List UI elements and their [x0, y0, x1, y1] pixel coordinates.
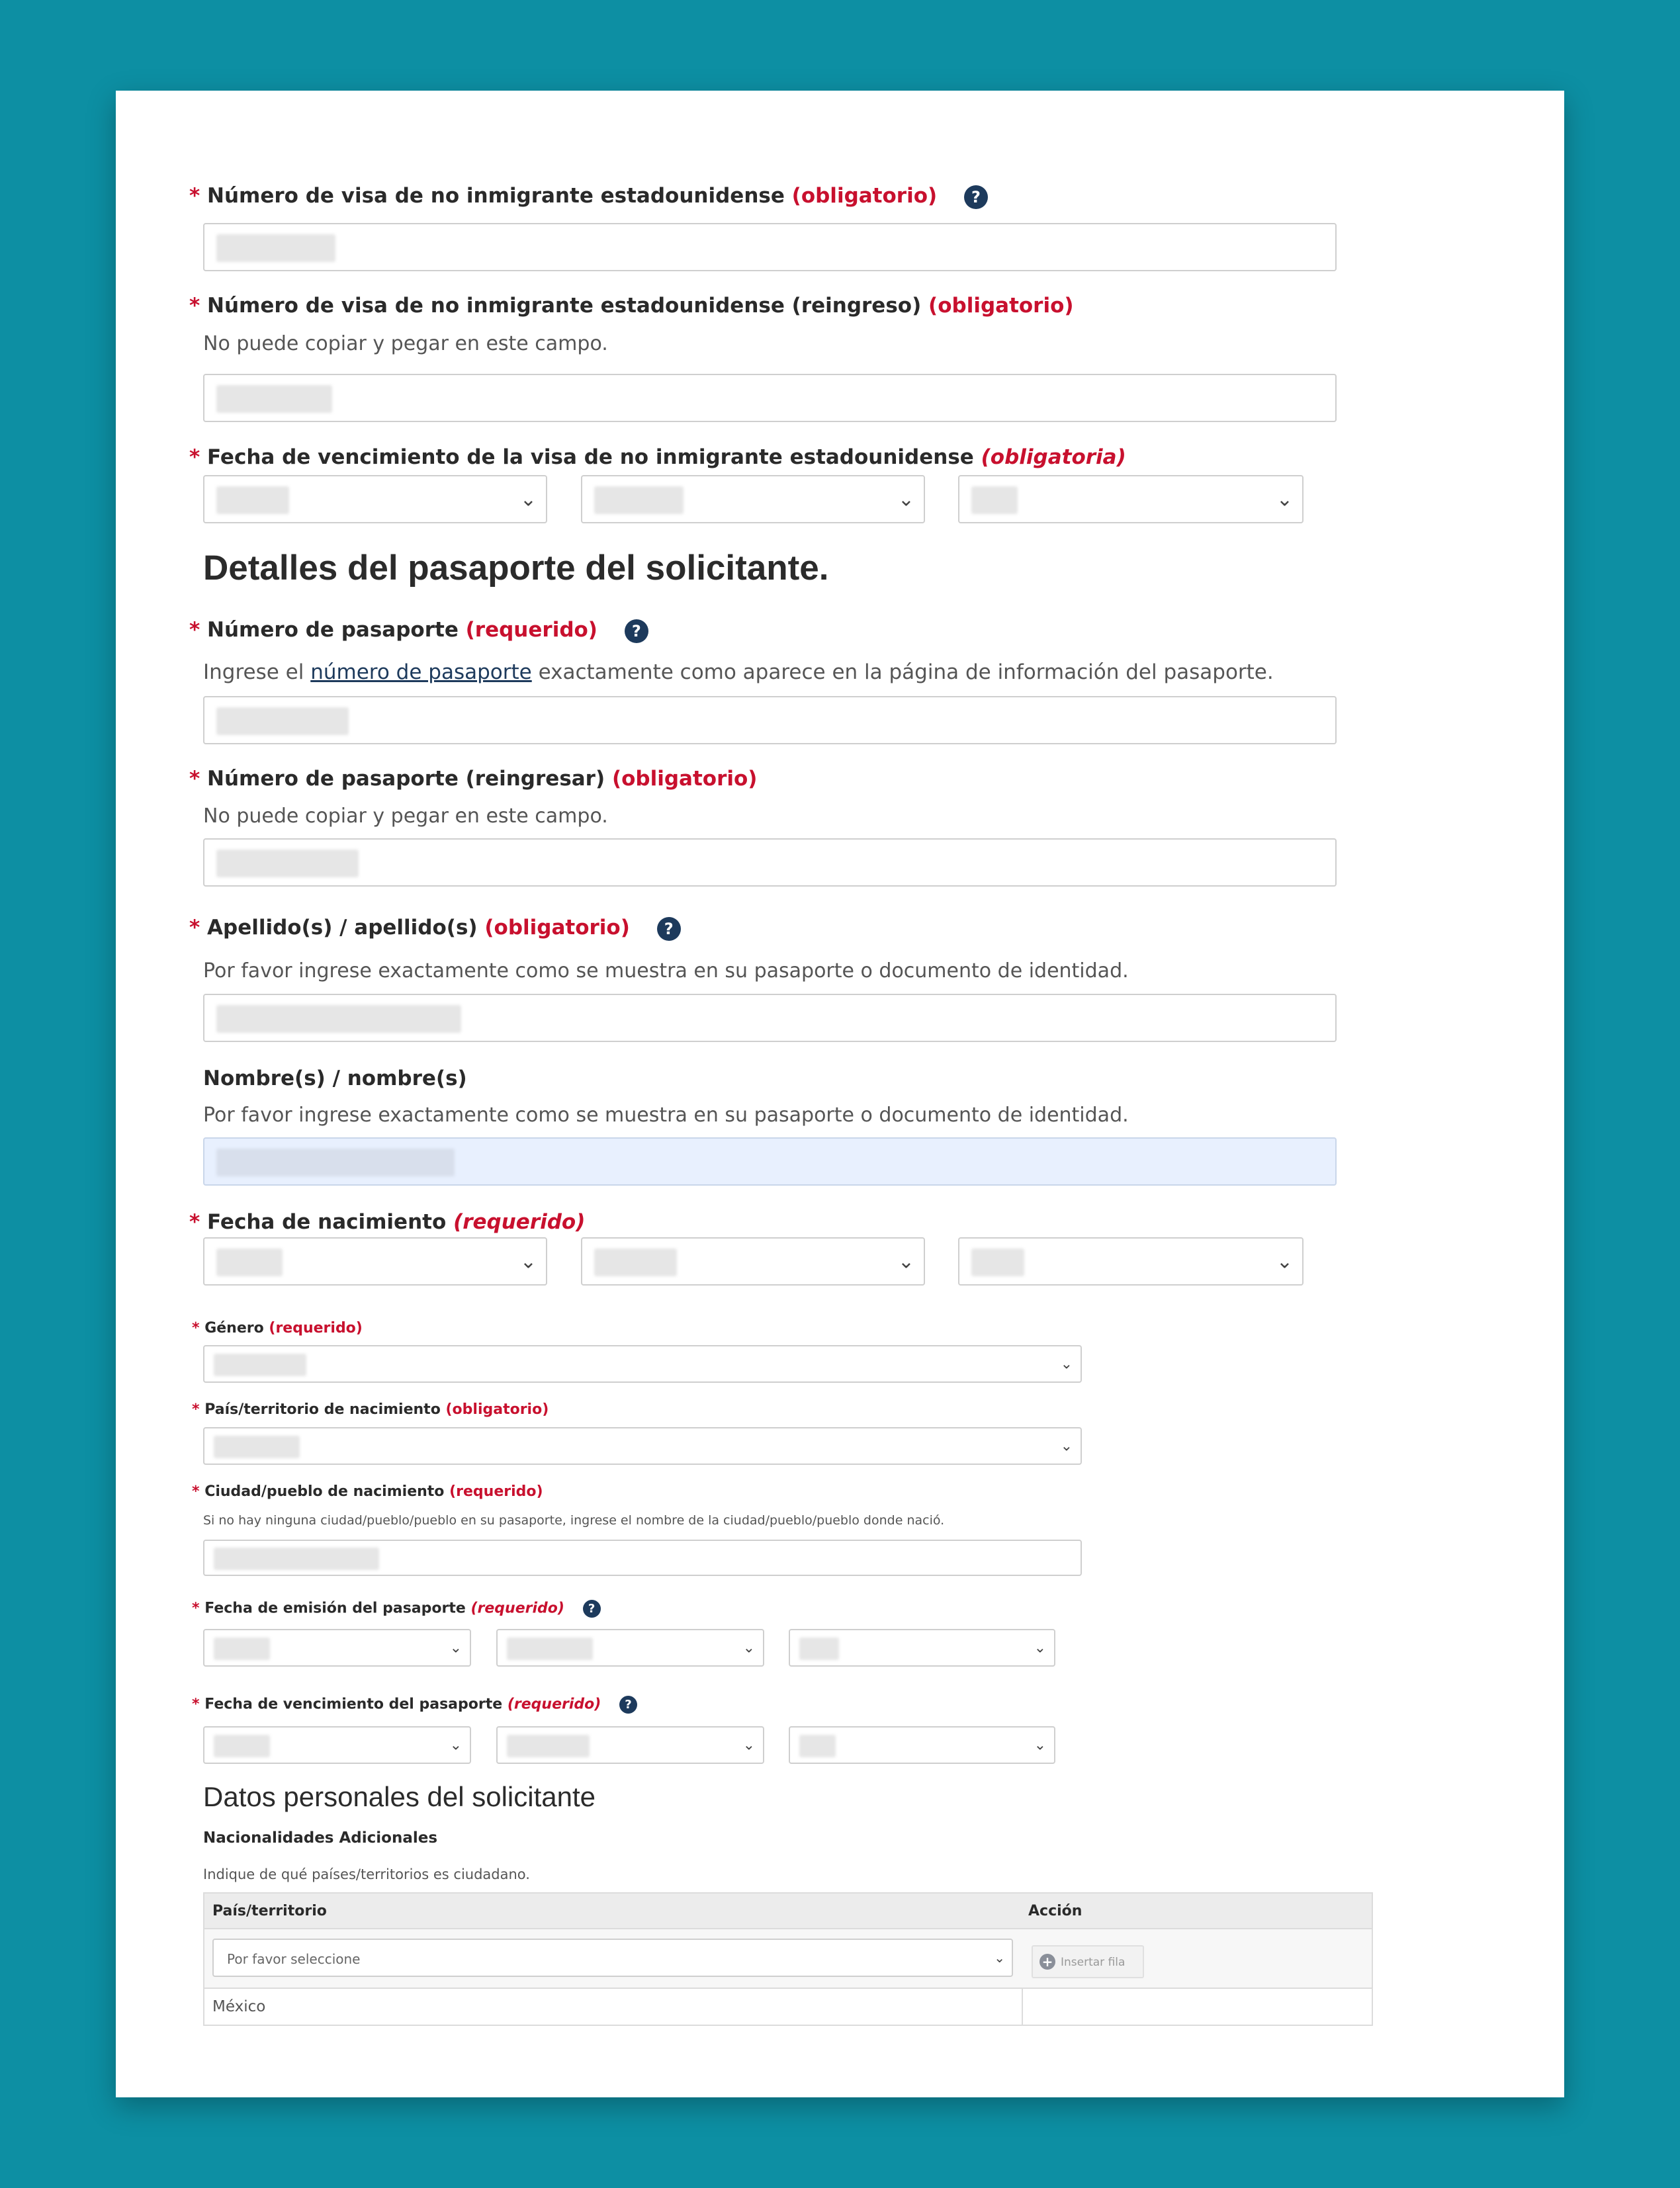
passport-number-label: * Número de pasaporte (requerido) ? [189, 618, 648, 643]
redacted-value [216, 385, 332, 413]
chevron-down-icon: ⌄ [1060, 1356, 1073, 1372]
passport-number-hint: Ingrese el número de pasaporte exactamente como aparece en la página de información del pasaporte. [203, 660, 1274, 684]
table-row [204, 1989, 1372, 2025]
chevron-down-icon: ⌄ [519, 1250, 537, 1273]
passport-expiry-label: * Fecha de vencimiento del pasaporte (requerido) ? [192, 1696, 637, 1714]
redacted-value [507, 1735, 590, 1757]
redacted-value [214, 1638, 270, 1660]
redacted-value [971, 486, 1018, 514]
visa-number-label: * Número de visa de no inmigrante estadounidense (obligatorio) ? [189, 184, 988, 209]
visa-reentry-label: * Número de visa de no inmigrante estadounidense (reingreso) (obligatorio) [189, 294, 1074, 318]
chevron-down-icon: ⌄ [1276, 1250, 1293, 1273]
visa-expiry-year-select[interactable] [958, 475, 1304, 523]
visa-reentry-input[interactable] [203, 374, 1337, 422]
redacted-value [799, 1735, 836, 1757]
birth-country-label: * País/territorio de nacimiento (obligatorio) [192, 1401, 549, 1418]
issue-day-select[interactable] [203, 1629, 471, 1667]
passport-number-link[interactable]: número de pasaporte [310, 660, 532, 684]
chevron-down-icon: ⌄ [1034, 1737, 1046, 1753]
dob-month-select[interactable] [581, 1237, 925, 1286]
birth-city-label: * Ciudad/pueblo de nacimiento (requerido) [192, 1483, 543, 1500]
passport-reentry-label: * Número de pasaporte (reingresar) (obligatorio) [189, 767, 758, 791]
expiry-day-select[interactable] [203, 1726, 471, 1764]
redacted-value [214, 1735, 270, 1757]
plus-circle-icon: + [1039, 1954, 1055, 1970]
country-select[interactable] [212, 1939, 1013, 1977]
redacted-value [214, 1436, 300, 1458]
help-icon[interactable]: ? [657, 917, 681, 941]
help-icon[interactable]: ? [619, 1696, 637, 1714]
visa-expiry-label: * Fecha de vencimiento de la visa de no inmigrante estadounidense (obligatoria) [189, 445, 1126, 469]
dob-day-select[interactable] [203, 1237, 547, 1286]
redacted-value [216, 1005, 461, 1033]
help-icon[interactable]: ? [625, 619, 648, 643]
issue-date-label: * Fecha de emisión del pasaporte (requerido) ? [192, 1600, 601, 1618]
chevron-down-icon: ⌄ [1034, 1640, 1046, 1656]
chevron-down-icon: ⌄ [449, 1737, 462, 1753]
redacted-value [799, 1638, 839, 1660]
column-header-country: País/territorio [212, 1903, 327, 1919]
chevron-down-icon: ⌄ [994, 1950, 1005, 1966]
birth-city-hint: Si no hay ninguna ciudad/pueblo/pueblo en su pasaporte, ingrese el nombre de la ciudad/pueblo/pueblo donde nació. [203, 1513, 945, 1528]
personal-section-title: Datos personales del solicitante [203, 1781, 596, 1812]
chevron-down-icon: ⌄ [1276, 488, 1293, 511]
chevron-down-icon: ⌄ [897, 488, 914, 511]
redacted-value [507, 1638, 593, 1660]
chevron-down-icon: ⌄ [742, 1640, 755, 1656]
chevron-down-icon: ⌄ [742, 1737, 755, 1753]
nationalities-title: Nacionalidades Adicionales [203, 1829, 438, 1847]
help-icon[interactable]: ? [583, 1600, 601, 1618]
nationalities-hint: Indique de qué países/territorios es ciudadano. [203, 1866, 530, 1882]
passport-section-title: Detalles del pasaporte del solicitante. [203, 548, 829, 588]
given-names-label: Nombre(s) / nombre(s) [203, 1067, 467, 1090]
insert-row-label: Insertar fila [1061, 1956, 1126, 1969]
given-names-hint: Por favor ingrese exactamente como se muestra en su pasaporte o documento de identidad. [203, 1104, 1129, 1127]
chevron-down-icon: ⌄ [1060, 1438, 1073, 1454]
dob-year-select[interactable] [958, 1237, 1304, 1286]
column-header-action: Acción [1028, 1903, 1083, 1919]
surname-input[interactable] [203, 994, 1337, 1042]
surname-label: * Apellido(s) / apellido(s) (obligatorio) ? [189, 916, 681, 941]
dob-label: * Fecha de nacimiento (requerido) [189, 1210, 586, 1234]
insert-row-button[interactable] [1032, 1945, 1144, 1978]
redacted-value [214, 1548, 379, 1570]
birth-city-input[interactable] [203, 1540, 1082, 1576]
given-names-input[interactable] [203, 1137, 1337, 1186]
passport-reentry-input[interactable] [203, 838, 1337, 887]
chevron-down-icon: ⌄ [897, 1250, 914, 1273]
table-row [204, 1929, 1372, 1989]
issue-month-select[interactable] [496, 1629, 764, 1667]
nationalities-table [203, 1892, 1373, 2026]
gender-select[interactable] [203, 1345, 1082, 1383]
visa-expiry-month-select[interactable] [581, 475, 925, 523]
gender-label: * Género (requerido) [192, 1320, 363, 1336]
expiry-year-select[interactable] [789, 1726, 1055, 1764]
redacted-value [216, 234, 335, 262]
visa-number-input[interactable] [203, 223, 1337, 271]
passport-reentry-hint: No puede copiar y pegar en este campo. [203, 805, 608, 828]
birth-country-select[interactable] [203, 1427, 1082, 1465]
passport-number-input[interactable] [203, 696, 1337, 744]
visa-expiry-day-select[interactable] [203, 475, 547, 523]
issue-year-select[interactable] [789, 1629, 1055, 1667]
table-cell-country: México [212, 1998, 266, 2015]
redacted-value [216, 850, 359, 877]
chevron-down-icon: ⌄ [519, 488, 537, 511]
redacted-value [971, 1248, 1024, 1276]
country-select-placeholder: Por favor seleccione [227, 1951, 361, 1967]
redacted-value [216, 1149, 455, 1176]
redacted-value [216, 486, 289, 514]
redacted-value [594, 486, 684, 514]
expiry-month-select[interactable] [496, 1726, 764, 1764]
redacted-value [216, 1248, 283, 1276]
chevron-down-icon: ⌄ [449, 1640, 462, 1656]
table-header [204, 1894, 1372, 1929]
redacted-value [214, 1354, 306, 1376]
help-icon[interactable]: ? [964, 185, 988, 209]
visa-reentry-hint: No puede copiar y pegar en este campo. [203, 332, 608, 355]
surname-hint: Por favor ingrese exactamente como se muestra en su pasaporte o documento de identidad. [203, 959, 1129, 983]
redacted-value [216, 707, 349, 735]
redacted-value [594, 1248, 677, 1276]
